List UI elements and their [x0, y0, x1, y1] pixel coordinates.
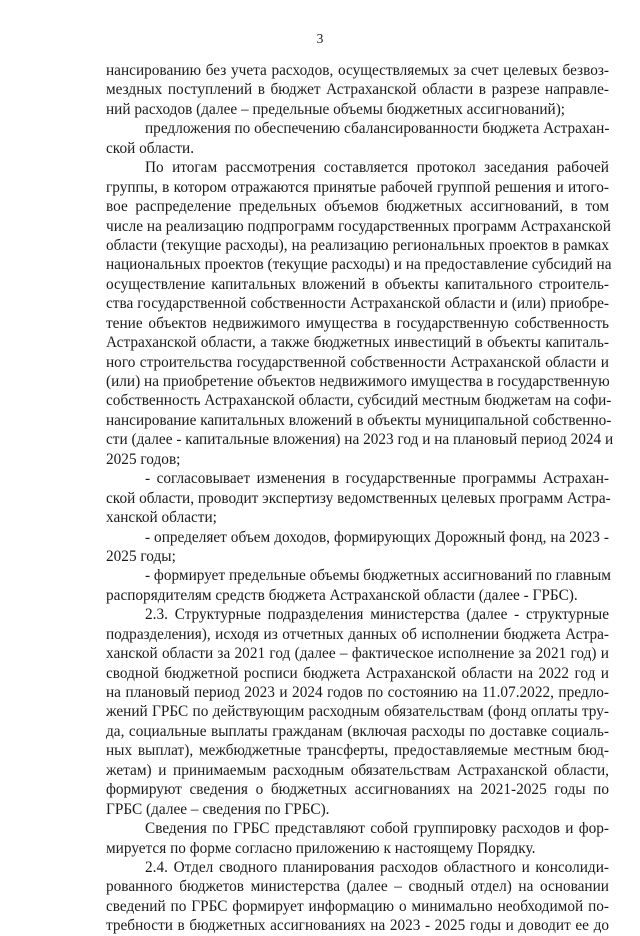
text-line: ской области, проводит экспертизу ведомственных целевых программ Астра- [106, 489, 611, 507]
text-line: тение объектов недвижимого имущества в государственную собственность [106, 314, 609, 332]
text-line: рованного бюджетов министерства (далее – сводный отдел) на основании [106, 878, 609, 896]
text-line: предложения по обеспечению сбалансированности бюджета Астрахан- [145, 120, 610, 138]
text-line: числе на реализацию подпрограмм государственных программ Астраханской [106, 217, 611, 235]
text-line: требности в бюджетных ассигнованиях на 2023 - 2025 годы и доводит ее до [106, 917, 609, 935]
text-line: собственность Астраханской области, субсидий местным бюджетам на софи- [106, 392, 612, 410]
text-line: группы, в котором отражаются принятые рабочей группой решения и итого- [106, 178, 609, 196]
text-line: распорядителям средств бюджета Астраханской области (далее - ГРБС). [106, 586, 578, 604]
text-line: формируют сведения о бюджетных ассигнованиях на 2021-2025 годы по [106, 781, 609, 799]
text-line: (или) на приобретение объектов недвижимого имущества в государственную [106, 373, 610, 390]
text-line: на плановый период 2023 и 2024 годов по состоянию на 11.07.2022, предло- [106, 684, 609, 701]
text-line: области (текущие расходы), на реализацию региональных проектов в рамках [106, 236, 609, 254]
text-line: да, социальные выплаты гражданам (включая расходы по доставке социаль- [106, 722, 609, 740]
text-line: 2025 годов; [106, 450, 181, 468]
text-line: жетам) и принимаемым расходным обязательствам Астраханской области, [106, 761, 609, 779]
text-line: сводной бюджетной росписи бюджета Астраханской области на 2022 год и [106, 664, 609, 682]
text-line: ний расходов (далее – предельные объемы бюджетных ассигнований); [106, 100, 566, 118]
text-line: осуществление капитальных вложений в объекты капитального строитель- [106, 275, 609, 293]
text-line: ного строительства государственной собственности Астраханской области и [106, 353, 609, 371]
text-line: - определяет объем доходов, формирующих Дорожный фонд, на 2023 - [145, 528, 609, 546]
page-number: 3 [316, 31, 324, 46]
text-line: ных выплат), межбюджетные трансферты, предоставляемые местным бюд- [106, 742, 609, 760]
text-line: вое распределение предельных объемов бюджетных ассигнований, в том [106, 198, 609, 216]
text-line: сведений по ГРБС формирует информацию о минимально необходимой по- [106, 897, 609, 915]
text-line: По итогам рассмотрения составляется протокол заседания рабочей [145, 159, 609, 177]
text-line: ской области. [106, 139, 195, 157]
text-line: ханской области; [106, 509, 217, 527]
text-line: мируется по форме согласно приложению к настоящему Порядку. [106, 839, 536, 857]
text-line: ства государственной собственности Астраханской области и (или) приобре- [106, 295, 609, 313]
text-line: 2.4. Отдел сводного планирования расходов областного и консолиди- [145, 858, 609, 876]
document-body [106, 61, 614, 936]
text-line: нансированию без учета расходов, осуществляемых за счет целевых безвоз- [106, 62, 609, 79]
text-line: 2025 годы; [106, 547, 176, 565]
text-line: нансирование капитальных вложений в объекты муниципальной собственно- [106, 411, 612, 429]
text-line: - формирует предельные объемы бюджетных ассигнований по главным [145, 567, 611, 585]
text-line: подразделения), исходя из отчетных данных об исполнении бюджета Астра- [106, 625, 609, 643]
text-line: сти (далее - капитальные вложения) на 2023 год и на плановый период 2024 и [106, 431, 614, 449]
text-line: - согласовывает изменения в государственные программы Астрахан- [145, 470, 609, 488]
text-line: мездных поступлений в бюджет Астраханской области в разрезе направле- [106, 81, 609, 99]
text-line: ГРБС (далее – сведения по ГРБС). [106, 800, 330, 818]
text-line: Астраханской области, а также бюджетных инвестиций в объекты капиталь- [106, 334, 609, 352]
text-line: национальных проектов (текущие расходы) и на предоставление субсидий на [106, 256, 612, 274]
text-line: Сведения по ГРБС представляют собой группировку расходов и фор- [145, 820, 609, 838]
text-line: ханской области за 2021 год (далее – фактическое исполнение за 2021 год) и [106, 645, 609, 663]
text-line: жений ГРБС по действующим расходным обязательствам (фонд оплаты тру- [106, 703, 609, 721]
text-line: 2.3. Структурные подразделения министерства (далее - структурные [145, 606, 609, 624]
